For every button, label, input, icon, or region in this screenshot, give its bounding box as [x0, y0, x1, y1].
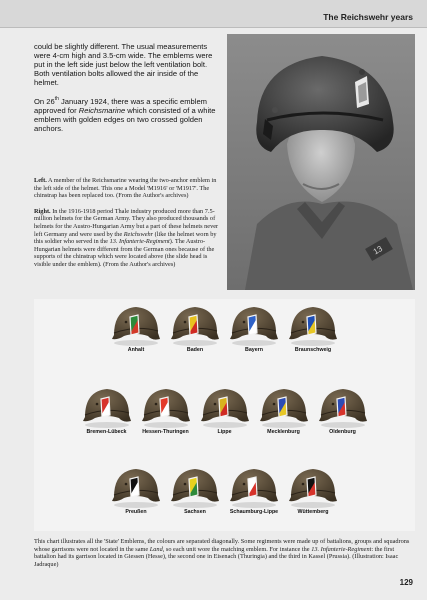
helmet-emblem-mecklenburg [252, 387, 316, 439]
helmet-icon [285, 305, 341, 347]
helmet-label: Preußen [125, 509, 147, 515]
body-paragraph-1: could be slightly different. The usual measurements were 4-cm high and 3.5-cm wide. The emblems were put in the left side just below the left ventilation bolt. Both ventilation bolts allowed the air inside of the helmet. [34, 42, 213, 87]
helmet-icon [167, 305, 223, 347]
state-emblems-chart [34, 299, 415, 531]
helmet-emblem-preu-en [104, 467, 168, 519]
header-divider [0, 27, 427, 28]
helmet-emblem-anhalt [104, 305, 168, 357]
bottom-caption-container [34, 538, 415, 568]
helmet-icon [285, 467, 341, 509]
helmet-emblem-hessen-thuringen [134, 387, 198, 439]
helmet-label: Baden [186, 347, 204, 353]
helmet-emblem-lippe [193, 387, 257, 439]
helmet-icon [226, 467, 282, 509]
helmet-emblem-w-ttemberg [281, 467, 345, 519]
helmet-icon [197, 387, 253, 429]
helmet-label: Schaumburg-Lippe [229, 509, 279, 515]
running-header-title: The Reichswehr years [323, 12, 413, 22]
helmet-icon [108, 467, 164, 509]
body-paragraph-2: On 26th January 1924, there was a specific emblem approved for Reichsmarine which consisted of a white emblem with golden edges on two crossed golden anchors. [34, 96, 216, 133]
helmet-icon [315, 387, 371, 429]
helmet-icon [226, 305, 282, 347]
caption-left: Left. A member of the Reichsmarine wearing the two-anchor emblem in the left side of the helmet. This one a Model 'M1916' or 'M1917'. The chinstrap has been replaced too. (From the Author's archives) [34, 177, 217, 200]
helmet-label: Bremen-Lübeck [86, 429, 127, 435]
helmet-label: Lippe [217, 429, 232, 435]
helmet-label: Mecklenburg [267, 429, 300, 435]
caption-bottom: This chart illustrates all the 'State' Emblems, the colours are separated diagonally. Some regiments were made up of battalions, groups and squadrons whose garrisons were not located in the same Land, so each unit wore the matching emblem. For instance the 13. Infanterie-Regiment: the first battalion had its garrison located in Giessen (Hesse), the second one in Eisenach (Thuringia) and the third in Kassel (Prussia). (Illustration: Isaac Jadraque) [34, 538, 410, 568]
helmet-emblem-baden [163, 305, 227, 357]
helmet-emblem-oldenburg [311, 387, 375, 439]
helmet-icon [79, 387, 135, 429]
helmet-emblem-braunschweig [281, 305, 345, 357]
helmet-icon [167, 467, 223, 509]
page-number: 129 [399, 578, 413, 587]
helmet-label: Oldenburg [329, 429, 356, 435]
helmet-emblem-sachsen [163, 467, 227, 519]
helmet-icon [138, 387, 194, 429]
helmet-emblem-bremen-l-beck [75, 387, 139, 439]
helmet-label: Wüttemberg [297, 509, 329, 515]
helmet-label: Hessen-Thuringen [142, 429, 189, 435]
helmet-emblem-bayern [222, 305, 286, 357]
helmet-label: Bayern [245, 347, 263, 353]
svg-text:13: 13 [371, 244, 385, 257]
helmet-emblem-schaumburg-lippe [222, 467, 286, 519]
helmet-label: Sachsen [184, 509, 206, 515]
helmet-icon [108, 305, 164, 347]
soldier-portrait-photo [227, 34, 415, 290]
helmet-label: Braunschweig [294, 347, 332, 353]
helmet-label: Anhalt [127, 347, 145, 353]
caption-right: Right. In the 1916-1918 period Thale industry produced more than 7.5-million helmets for the German Army. They also produced thousands of helmets for the Austro-Hungarian Army but a part of these helmets never left Germany and were used by the Reichswehr (like the helmet worn by this soldier who served in the 13. Infanterie-Regiment). The Austro-Hungarian helmets were different from the German ones because of the supports of the chinstrap which were located above (the slide head is visible under the emblem). (From the Author's archives) [34, 207, 219, 268]
helmet-icon [256, 387, 312, 429]
left-text-column [34, 42, 220, 269]
